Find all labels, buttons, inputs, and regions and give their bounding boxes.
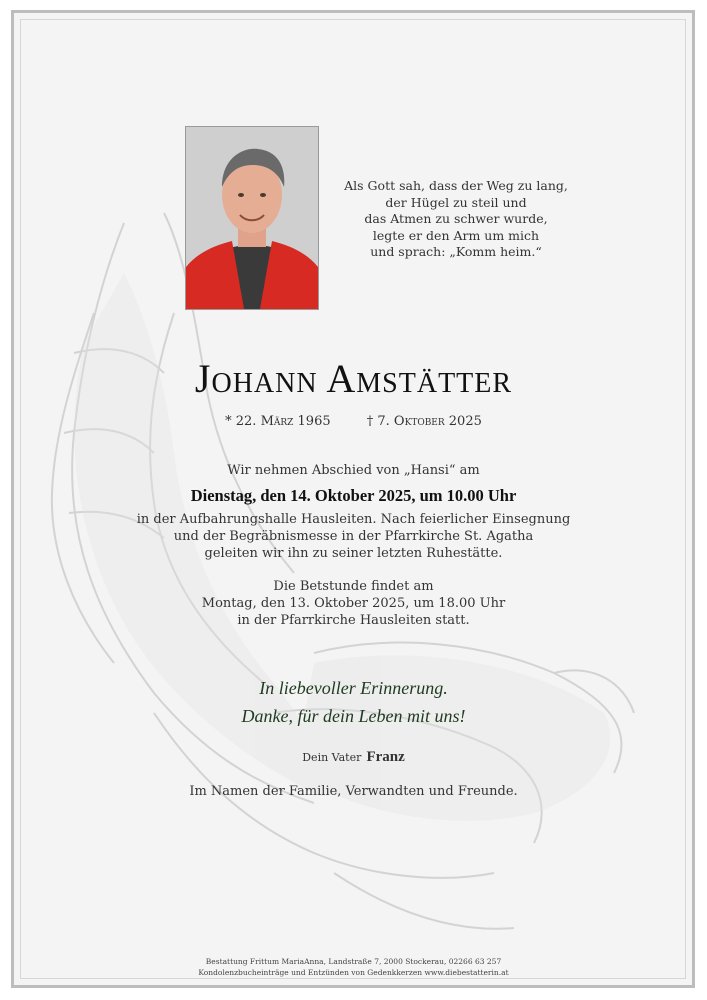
signature-line bbox=[0, 746, 707, 766]
mourner-name: Franz bbox=[366, 749, 405, 765]
portrait-photo bbox=[185, 126, 319, 310]
poem-line: Als Gott sah, dass der Weg zu lang, bbox=[344, 178, 568, 193]
announcement-detail: und der Begräbnismesse in der Pfarrkirche St. Agatha bbox=[173, 529, 534, 544]
life-dates bbox=[0, 414, 707, 429]
prayer-line: Die Betstunde findet am bbox=[273, 579, 434, 594]
memory-quote bbox=[0, 674, 707, 730]
memory-line-2: Danke, für dein Leben mit uns! bbox=[241, 706, 466, 726]
poem-line: legte er den Arm um mich bbox=[372, 227, 540, 243]
funeral-announcement bbox=[0, 462, 707, 562]
poem-line: der Hügel zu steil und bbox=[385, 194, 527, 210]
deceased-name: Johann Amstätter bbox=[194, 356, 513, 401]
prayer-service bbox=[0, 578, 707, 629]
prayer-line: Montag, den 13. Oktober 2025, um 18.00 Uhr bbox=[201, 596, 506, 611]
announcement-intro: Wir nehmen Abschied von „Hansi“ am bbox=[227, 463, 480, 478]
poem-line: und sprach: „Komm heim.“ bbox=[370, 244, 542, 259]
footer-line-1: Bestattung Frittum MariaAnna, Landstraße 7, 2000 Stockerau, 02266 63 257 bbox=[205, 957, 502, 966]
funeral-date-time: Dienstag, den 14. Oktober 2025, um 10.00 Uhr bbox=[190, 486, 517, 505]
poem-line: das Atmen zu schwer wurde, bbox=[364, 211, 548, 226]
poem bbox=[340, 178, 572, 261]
footer-line-2: Kondolenzbucheinträge und Entzünden von Gedenkkerzen www.diebestatterin.at bbox=[198, 968, 509, 977]
announcement-detail: geleiten wir ihn zu seiner letzten Ruhestätte. bbox=[204, 546, 503, 561]
prayer-line: in der Pfarrkirche Hausleiten statt. bbox=[237, 613, 470, 628]
death-date: † 7. Oktober 2025 bbox=[366, 414, 482, 429]
announcement-detail: in der Aufbahrungshalle Hausleiten. Nach feierlicher Einsegnung bbox=[136, 512, 571, 527]
memory-line-1: In liebevoller Erinnerung. bbox=[259, 678, 448, 698]
family-line: Im Namen der Familie, Verwandten und Freunde. bbox=[189, 784, 518, 799]
mourner-label: Dein Vater bbox=[302, 751, 362, 764]
footer bbox=[0, 956, 707, 978]
birth-date: * 22. März 1965 bbox=[225, 414, 331, 429]
